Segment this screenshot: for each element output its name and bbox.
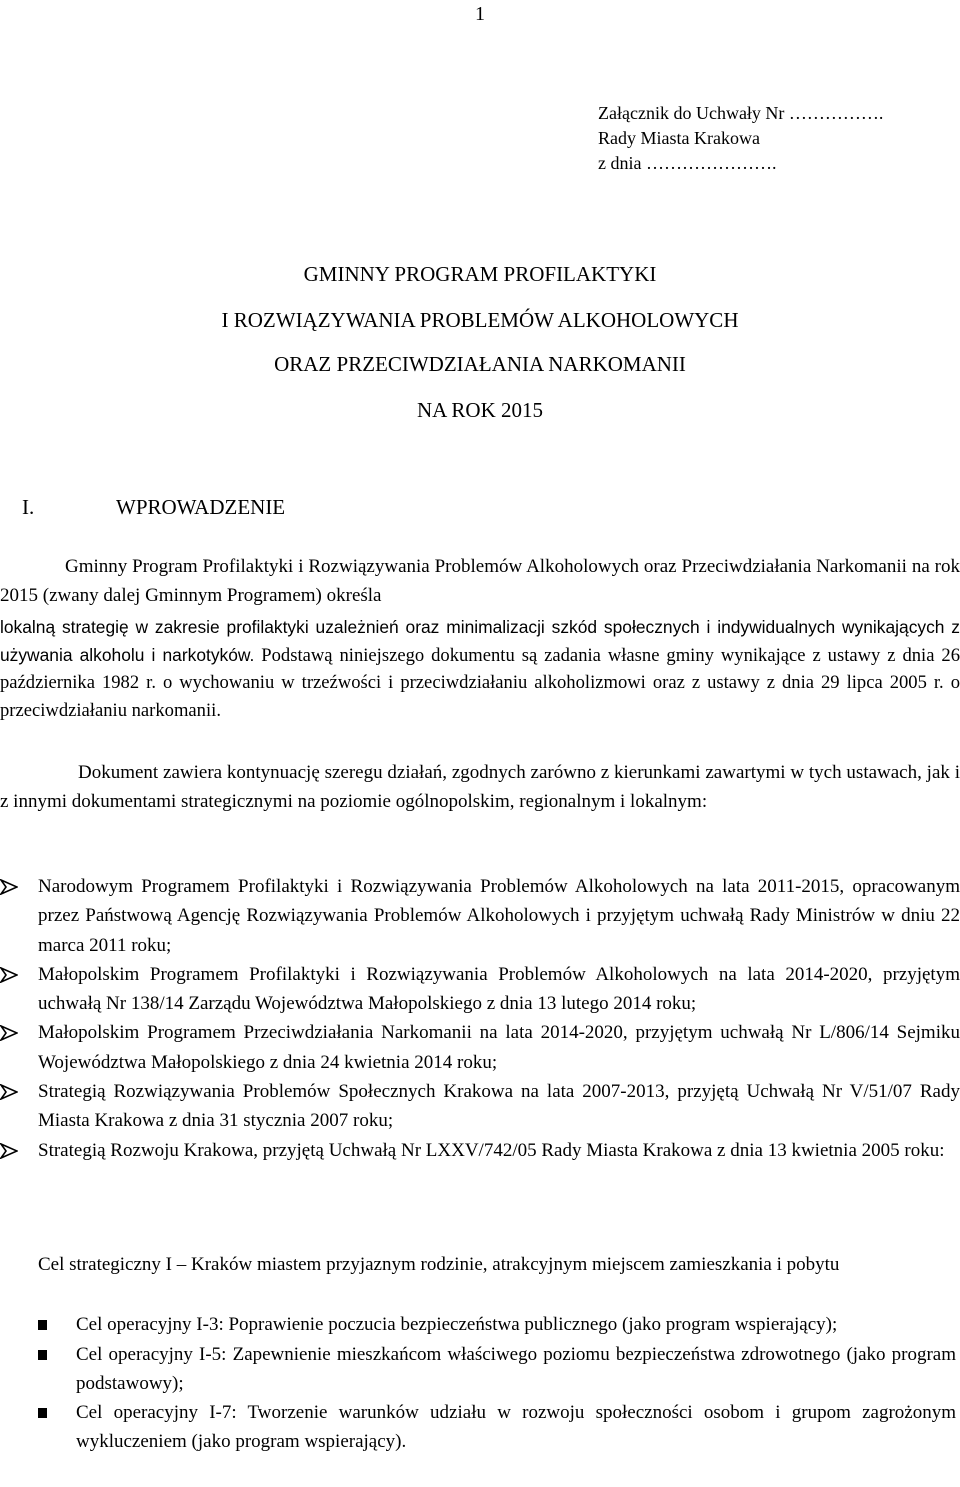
arrow-bullet-icon xyxy=(0,967,18,983)
list-item-text: Cel operacyjny I-5: Zapewnienie mieszkańcom właściwego poziomu bezpieczeństwa zdrowotnego (jako program podstawowy); xyxy=(76,1343,956,1394)
strategic-goal: Cel strategiczny I – Kraków miastem przyjaznym rodzinie, atrakcyjnym miejscem zamieszkania i pobytu xyxy=(38,1254,840,1275)
list-item xyxy=(0,960,960,1019)
operational-goals-list xyxy=(38,1311,956,1458)
title-line-3: ORAZ PRZECIWDZIAŁANIA NARKOMANII xyxy=(274,352,686,376)
square-bullet-icon xyxy=(38,1350,47,1360)
arrow-bullet-icon xyxy=(0,1143,18,1159)
list-item-text: Strategią Rozwoju Krakowa, przyjętą Uchwałą Nr LXXV/742/05 Rady Miasta Krakowa z dnia 13 kwietnia 2005 roku: xyxy=(38,1139,945,1161)
list-item-text: Małopolskim Programem Profilaktyki i Rozwiązywania Problemów Alkoholowych na lata 2014-2020, przyjętym uchwałą Nr 138/14 Zarządu Województwa Małopolskiego z dnia 13 lutego 2014 roku; xyxy=(38,963,960,1015)
list-item xyxy=(0,872,960,960)
list-item-text: Małopolskim Programem Przeciwdziałania Narkomanii na lata 2014-2020, przyjętym uchwałą Nr L/806/14 Sejmiku Województwa Małopolskiego z dnia 24 kwietnia 2014 roku; xyxy=(38,1022,960,1073)
square-bullet-icon xyxy=(38,1408,47,1418)
annex-header xyxy=(598,101,883,176)
list-item xyxy=(0,1077,960,1136)
list-item-text: Narodowym Programem Profilaktyki i Rozwiązywania Problemów Alkoholowych na lata 2011-2015, opracowanym przez Państwową Agencję Rozwiązywania Problemów Alkoholowych i przyjętym uchwałą Rady Ministrów w dniu 22 marca 2011 roku; xyxy=(38,876,960,956)
intro-serif-continuation: Podstawą niniejszego dokumentu są zadania własne gminy wynikające z ustawy z dnia 26 października 1982 r. o wychowaniu w trzeźwości i przeciwdziałaniu alkoholizmowi oraz z ustawy z dnia 29 lipca 2005 r. o przeciwdziałaniu narkomanii. xyxy=(0,644,960,721)
arrow-bullet-icon xyxy=(0,1084,18,1100)
title-line-1: GMINNY PROGRAM PROFILAKTYKI xyxy=(303,262,657,286)
section-number: I. xyxy=(22,495,35,519)
annex-line-3: z dnia …………………. xyxy=(598,153,777,173)
intro-sans-text: lokalną strategię w zakresie profilaktyki uzależnień oraz minimalizacji szkód społecznych i indywidualnych wynikających z używania alkoholu i narkotyków. xyxy=(0,617,960,665)
section-title: WPROWADZENIE xyxy=(116,495,286,519)
list-item-text: Cel operacyjny I-3: Poprawienie poczucia bezpieczeństwa publicznego (jako program wspierający); xyxy=(76,1314,838,1335)
list-item xyxy=(38,1399,956,1457)
list-item-text: Strategią Rozwiązywania Problemów Społecznych Krakowa na lata 2007-2013, przyjętą Uchwałą Nr V/51/07 Rady Miasta Krakowa z dnia 31 stycznia 2007 roku; xyxy=(38,1081,960,1132)
list-item-text: Cel operacyjny I-7: Tworzenie warunków udziału w rozwoju społeczności osobom i grupom zagrożonym wykluczeniem (jako program wspierający). xyxy=(76,1402,956,1453)
page-number: 1 xyxy=(475,3,485,25)
list-item xyxy=(38,1311,956,1340)
list-item xyxy=(0,1018,960,1077)
intro-paragraph-2: Dokument zawiera kontynuację szeregu działań, zgodnych zarówno z kierunkami zawartymi w tych ustawach, jak i z innymi dokumentami strategicznymi na poziomie ogólnopolskim, regionalnym i lokalnym: xyxy=(0,762,960,812)
title-line-2: I ROZWIĄZYWANIA PROBLEMÓW ALKOHOLOWYCH xyxy=(221,308,739,332)
title-line-4: NA ROK 2015 xyxy=(416,398,543,422)
intro-paragraph-sans xyxy=(0,614,960,724)
strategic-documents-list xyxy=(0,872,960,1165)
annex-line-2: Rady Miasta Krakowa xyxy=(598,128,760,148)
square-bullet-icon xyxy=(38,1320,47,1330)
list-item xyxy=(38,1341,956,1399)
intro-paragraph-serif: Gminny Program Profilaktyki i Rozwiązywania Problemów Alkoholowych oraz Przeciwdziałania Narkomanii na rok 2015 (zwany dalej Gminnym Programem) określa xyxy=(0,556,960,606)
arrow-bullet-icon xyxy=(0,1025,18,1041)
list-item xyxy=(0,1136,960,1165)
arrow-bullet-icon xyxy=(0,879,18,895)
annex-line-1: Załącznik do Uchwały Nr ……………. xyxy=(598,103,884,123)
